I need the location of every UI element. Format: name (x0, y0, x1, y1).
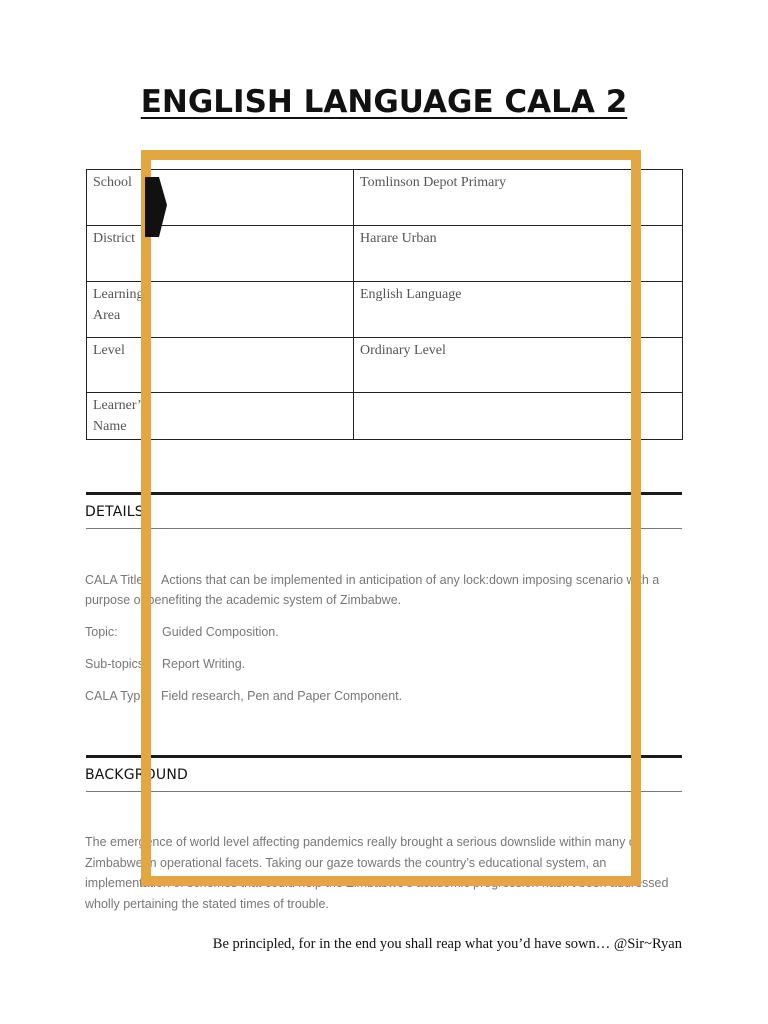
cala-title-line (85, 570, 685, 610)
learner-name-value (354, 393, 683, 440)
table-row (87, 282, 683, 338)
learner-name-label (87, 393, 354, 440)
topic-line (85, 622, 685, 642)
subtopics-line (85, 654, 685, 674)
learning-area-value: English Language (354, 282, 683, 338)
background-heading: BACKGROUND (85, 767, 188, 783)
table-row (87, 170, 683, 226)
level-label: Level (87, 338, 354, 393)
school-label: School (87, 170, 354, 226)
background-top-rule (86, 755, 682, 758)
info-table (86, 169, 683, 440)
pointer-marker-icon (145, 177, 167, 237)
school-value: Tomlinson Depot Primary (354, 170, 683, 226)
details-top-rule (86, 492, 682, 495)
level-value: Ordinary Level (354, 338, 683, 393)
table-row (87, 393, 683, 440)
cala-type-value: Field research, Pen and Paper Component. (161, 689, 403, 703)
footer-quote: Be principled, for in the end you shall reap what you’d have sown… @Sir~Ryan (212, 936, 682, 952)
details-bottom-rule (86, 528, 682, 529)
learning-area-label-text: Learning Area (93, 287, 144, 323)
table-row (87, 338, 683, 393)
cala-title-value: Actions that can be implemented in anticipation of any lock:down imposing scenario with a purpose of benefiting the academic system of Zimbabwe. (85, 573, 660, 607)
details-heading: DETAILS (85, 504, 144, 520)
table-row (87, 226, 683, 282)
background-bottom-rule (86, 791, 682, 792)
topic-value: Guided Composition. (162, 625, 279, 639)
district-label: District (87, 226, 354, 282)
document-title-text: ENGLISH LANGUAGE CALA 2 (140, 84, 628, 120)
background-paragraph: The emergence of world level affecting pandemics really brought a serious downslide within many of Zimbabwean operational facets. Taking our gaze towards the country’s educational system, an implementation of schemes that could help the Zimbabwe’s academic progression hasn’t been addressed wholly pertaining the stated times of trouble. (85, 835, 669, 911)
learner-name-label-text: Learner’s Name (93, 398, 147, 434)
topic-label: Topic: (85, 625, 118, 639)
cala-title-label: CALA Title: (85, 573, 147, 587)
cala-type-label: CALA Type: (85, 689, 151, 703)
subtopics-value: Report Writing. (162, 657, 246, 671)
document-title (0, 84, 768, 120)
cala-type-line (85, 686, 685, 706)
district-value: Harare Urban (354, 226, 683, 282)
learning-area-label (87, 282, 354, 338)
subtopics-label: Sub-topics: (85, 657, 148, 671)
